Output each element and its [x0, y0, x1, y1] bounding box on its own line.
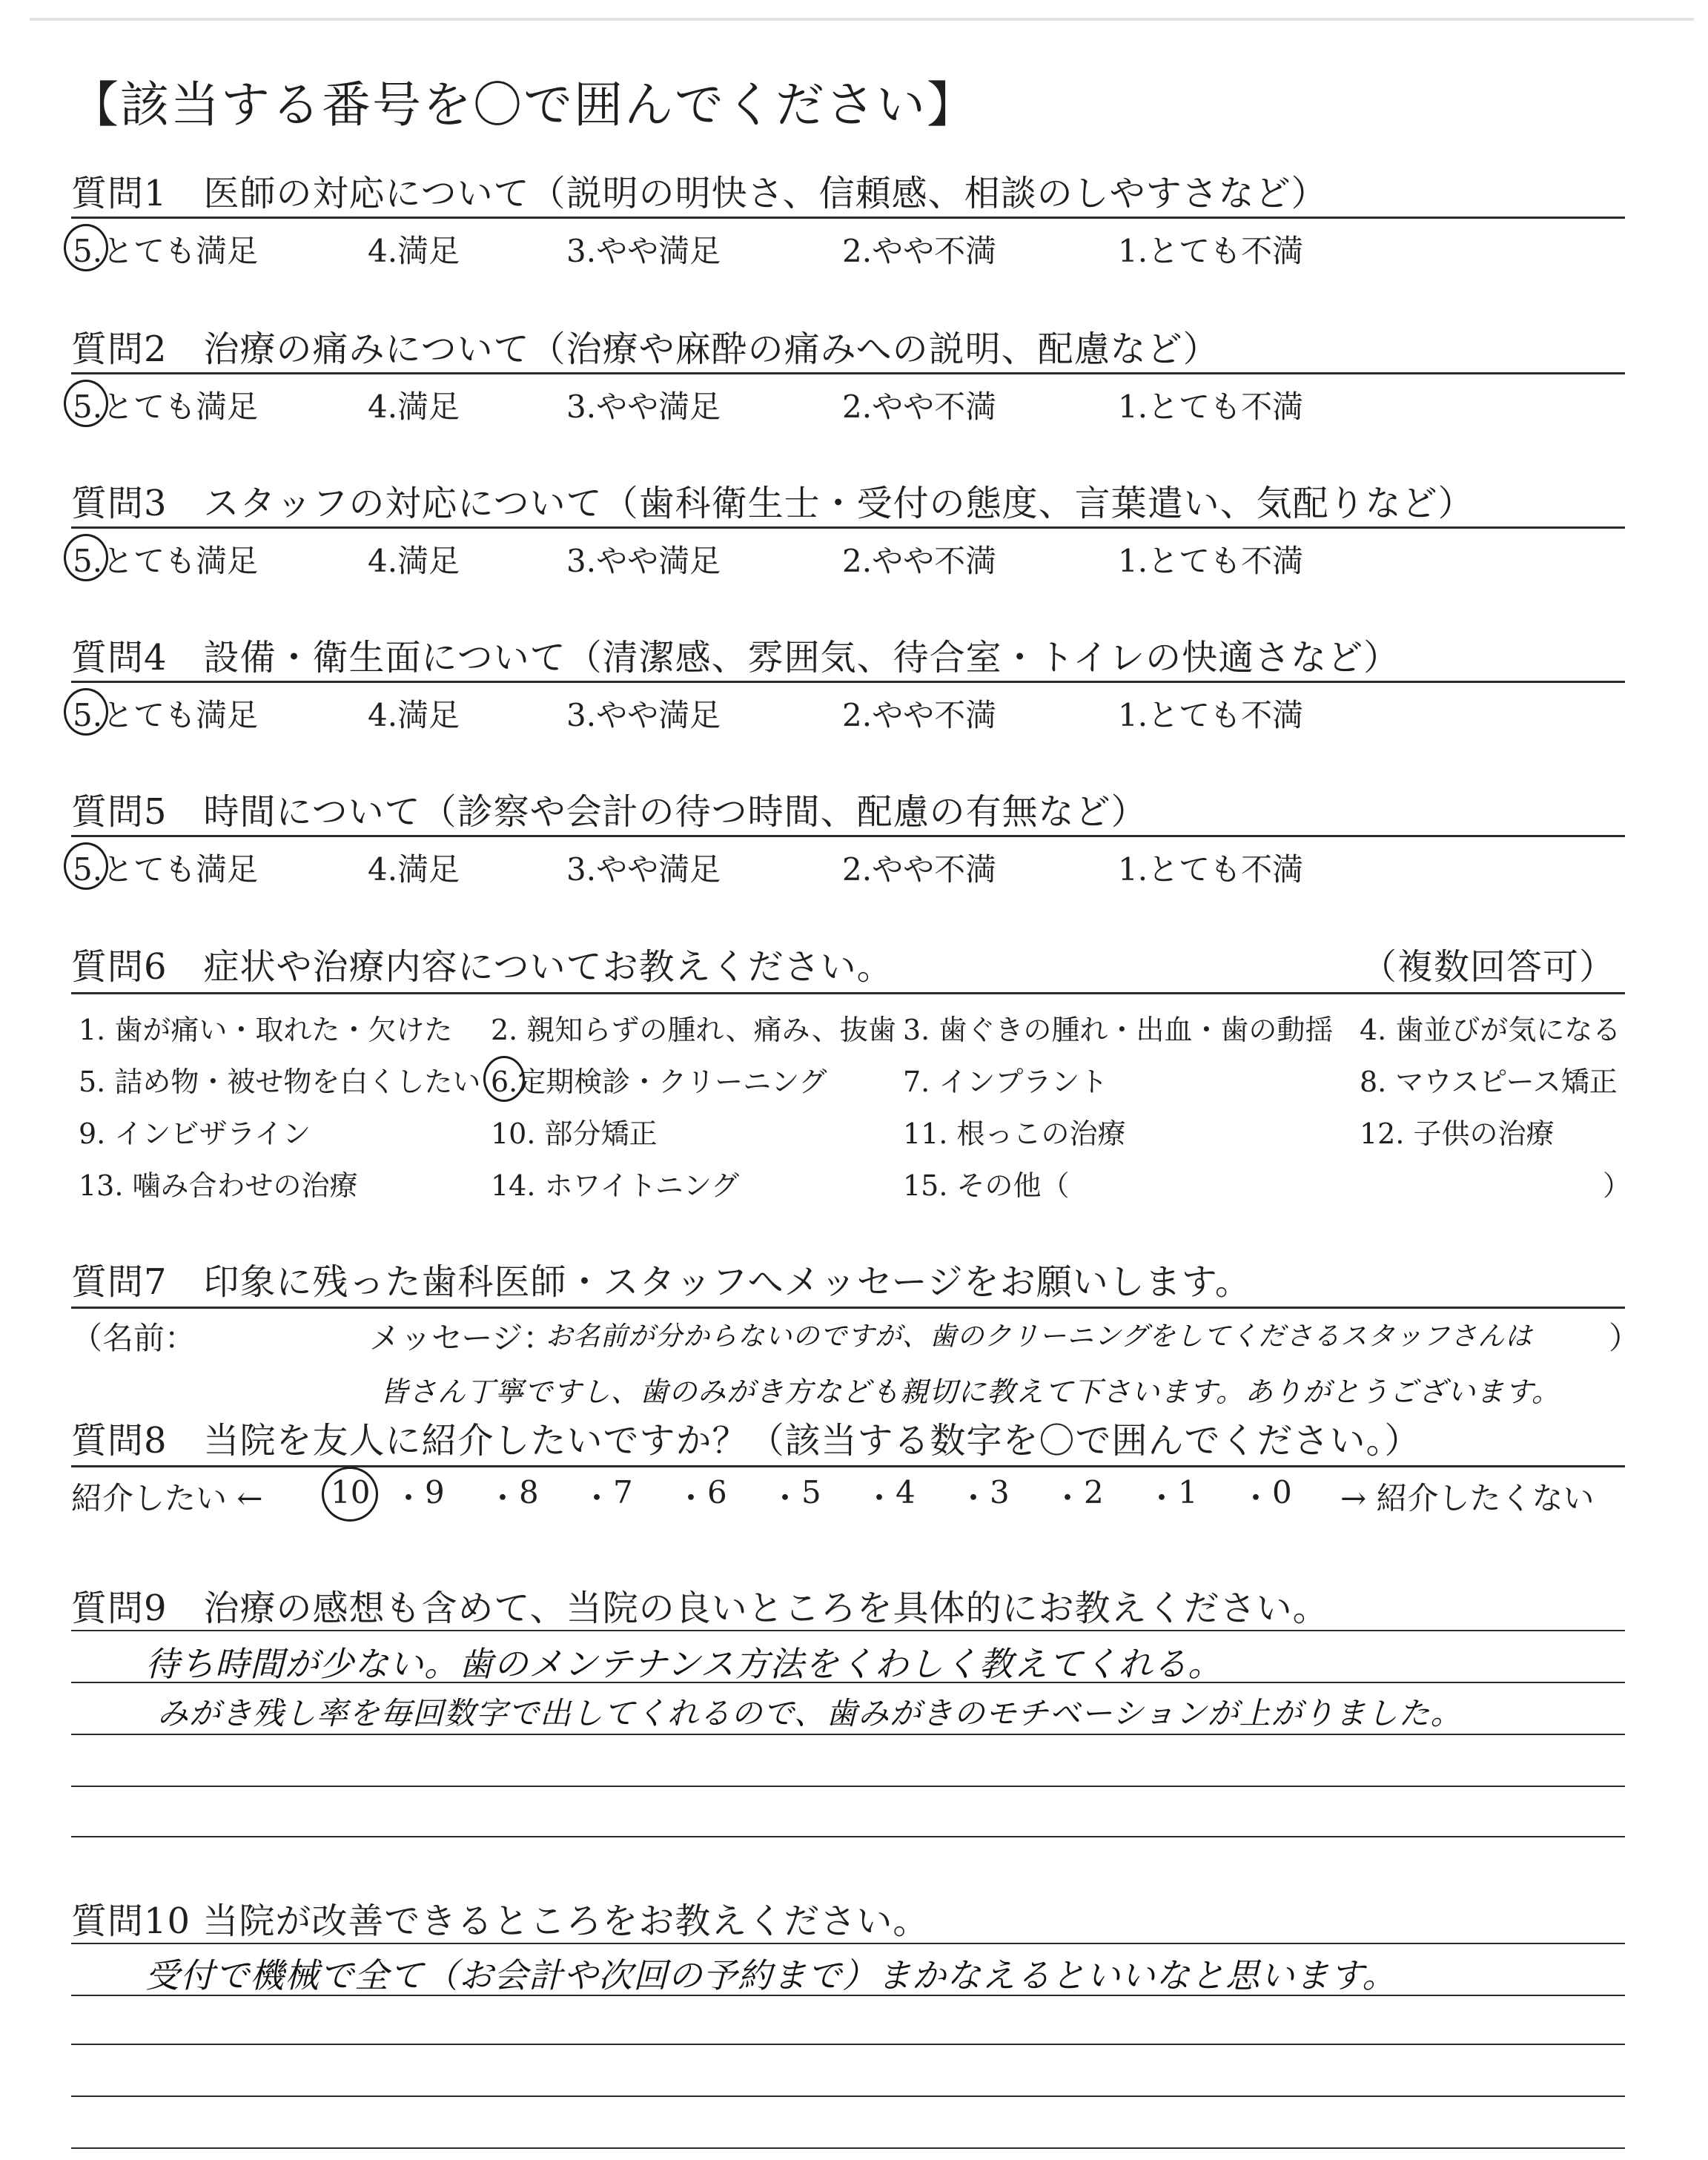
q7-message-line-1: お名前が分からないのですが、歯のクリーニングをしてくださるスタッフさんは	[546, 1321, 1533, 1352]
q6-option-3[interactable]: 3. 歯ぐきの腫れ・出血・歯の動揺	[903, 1014, 1334, 1046]
q6-option-12[interactable]: 12. 子供の治療	[1360, 1117, 1555, 1150]
q6-option-2[interactable]: 2. 親知らずの腫れ、痛み、抜歯	[491, 1014, 896, 1046]
question-1-option-3[interactable]: 3.やや満足	[566, 233, 721, 269]
question-2-option-5[interactable]: 5.とても満足	[73, 389, 259, 425]
question-3-underline	[71, 526, 1625, 529]
question-4-option-1[interactable]: 1.とても不満	[1118, 697, 1304, 733]
q6-option-15[interactable]: 15. その他（	[903, 1169, 1070, 1202]
q6-option-10[interactable]: 10. 部分矯正	[491, 1117, 658, 1150]
top-border	[30, 18, 1694, 21]
q8-scale-8[interactable]: 8	[519, 1474, 539, 1510]
question-1-option-1[interactable]: 1.とても不満	[1118, 233, 1304, 269]
q8-underline	[71, 1465, 1625, 1467]
q8-scale-separator: ・	[393, 1480, 425, 1516]
q8-scale-4[interactable]: 4	[896, 1474, 916, 1510]
question-5-option-3[interactable]: 3.やや満足	[566, 851, 721, 888]
question-5-selected-circle	[64, 842, 108, 890]
question-3-option-3[interactable]: 3.やや満足	[566, 543, 721, 579]
question-4-option-3[interactable]: 3.やや満足	[566, 697, 721, 733]
q10-answer-line-1: 受付で機械で全て（お会計や次回の予約まで）まかなえるといいなと思います。	[145, 1955, 1397, 1995]
q10-answer-rule	[71, 2044, 1625, 2045]
question-5-title: 質問5 時間について（診察や会計の待つ時間、配慮の有無など）	[71, 791, 1148, 833]
q8-scale-separator: ・	[1240, 1480, 1272, 1516]
q6-option-1[interactable]: 1. 歯が痛い・取れた・欠けた	[79, 1014, 453, 1046]
q8-left-label: 紹介したい ←	[71, 1480, 263, 1516]
question-3-title: 質問3 スタッフの対応について（歯科衛生士・受付の態度、言葉遣い、気配りなど）	[71, 483, 1474, 524]
q8-scale-separator: ・	[769, 1480, 801, 1516]
question-3-option-1[interactable]: 1.とても不満	[1118, 543, 1304, 579]
question-5-option-5[interactable]: 5.とても満足	[73, 851, 259, 888]
q8-right-label: → 紹介したくない	[1340, 1480, 1595, 1516]
q10-answer-rule	[71, 2095, 1625, 2097]
q8-scale-0[interactable]: 0	[1272, 1474, 1292, 1510]
question-1-option-5[interactable]: 5.とても満足	[73, 233, 259, 269]
q8-scale-7[interactable]: 7	[613, 1474, 633, 1510]
question-2-option-4[interactable]: 4.満足	[368, 389, 460, 425]
q10-answer-rule	[71, 1943, 1625, 1944]
question-3-option-5[interactable]: 5.とても満足	[73, 543, 259, 579]
question-1-option-4[interactable]: 4.満足	[368, 233, 460, 269]
question-2-option-2[interactable]: 2.やや不満	[842, 389, 997, 425]
question-2-title: 質問2 治療の痛みについて（治療や麻酔の痛みへの説明、配慮など）	[71, 328, 1219, 370]
question-5-option-1[interactable]: 1.とても不満	[1118, 851, 1304, 888]
q9-answer-rule	[71, 1786, 1625, 1787]
q8-scale-10[interactable]: 10	[331, 1474, 371, 1510]
question-3-option-2[interactable]: 2.やや不満	[842, 543, 997, 579]
q9-answer-rule	[71, 1734, 1625, 1735]
question-1-selected-circle	[64, 224, 108, 271]
q8-scale-separator: ・	[864, 1480, 896, 1516]
question-4-option-5[interactable]: 5.とても満足	[73, 697, 259, 733]
q8-scale-1[interactable]: 1	[1178, 1474, 1198, 1510]
question-5-option-2[interactable]: 2.やや不満	[842, 851, 997, 888]
question-4-option-2[interactable]: 2.やや不満	[842, 697, 997, 733]
q6-option-5[interactable]: 5. 詰め物・被せ物を白くしたい	[79, 1066, 481, 1098]
question-3-selected-circle	[64, 534, 108, 581]
q9-answer-line-2: みがき残し率を毎回数字で出してくれるので、歯みがきのモチベーションが上がりました。	[157, 1695, 1463, 1731]
question-2-selected-circle	[64, 380, 108, 427]
q8-scale-3[interactable]: 3	[990, 1474, 1010, 1510]
page-header: 【該当する番号を〇で囲んでください】	[70, 76, 977, 133]
question-1-title: 質問1 医師の対応について（説明の明快さ、信頼感、相談のしやすさなど）	[71, 173, 1328, 214]
q9-answer-rule	[71, 1836, 1625, 1837]
q6-option-4[interactable]: 4. 歯並びが気になる	[1360, 1014, 1621, 1046]
q8-scale-9[interactable]: 9	[425, 1474, 445, 1510]
q7-message-line-2: 皆さん丁寧ですし、歯のみがき方なども親切に教えて下さいます。ありがとうございます。	[380, 1375, 1560, 1408]
q8-scale-6[interactable]: 6	[707, 1474, 727, 1510]
question-5-underline	[71, 835, 1625, 837]
q8-scale-separator: ・	[958, 1480, 990, 1516]
q8-title: 質問8 当院を友人に紹介したいですか？（該当する数字を〇で囲んでください。）	[71, 1420, 1421, 1462]
q6-option-16[interactable]: ）	[1603, 1169, 1632, 1202]
q7-underline	[71, 1307, 1625, 1309]
q6-option-13[interactable]: 13. 噛み合わせの治療	[79, 1169, 358, 1202]
q6-underline	[71, 992, 1625, 994]
question-1-option-2[interactable]: 2.やや不満	[842, 233, 997, 269]
q10-answer-rule	[71, 2147, 1625, 2149]
q8-scale-separator: ・	[1146, 1480, 1178, 1516]
q8-scale-2[interactable]: 2	[1084, 1474, 1104, 1510]
q7-message-label: メッセージ：	[369, 1320, 555, 1356]
q6-option-11[interactable]: 11. 根っこの治療	[903, 1117, 1126, 1150]
question-2-underline	[71, 372, 1625, 374]
q6-option-14[interactable]: 14. ホワイトニング	[491, 1169, 740, 1202]
question-3-option-4[interactable]: 4.満足	[368, 543, 460, 579]
q7-title: 質問7 印象に残った歯科医師・スタッフへメッセージをお願いします。	[71, 1261, 1251, 1303]
q9-title: 質問9 治療の感想も含めて、当院の良いところを具体的にお教えください。	[71, 1588, 1329, 1629]
q7-close-paren: ）	[1609, 1320, 1641, 1356]
question-4-title: 質問4 設備・衛生面について（清潔感、雰囲気、待合室・トイレの快適さなど）	[71, 637, 1400, 678]
question-5-option-4[interactable]: 4.満足	[368, 851, 460, 888]
q8-scale-separator: ・	[1052, 1480, 1084, 1516]
q8-selected-circle	[322, 1467, 378, 1522]
q7-name-label: （名前：	[71, 1320, 196, 1356]
q8-scale-separator: ・	[581, 1480, 613, 1516]
q9-answer-line-1: 待ち時間が少ない。歯のメンテナンス方法をくわしく教えてくれる。	[145, 1644, 1223, 1684]
question-1-underline	[71, 217, 1625, 219]
q10-title: 質問10 当院が改善できるところをお教えください。	[71, 1900, 930, 1942]
q6-option-8[interactable]: 8. マウスピース矯正	[1360, 1066, 1618, 1098]
question-2-option-3[interactable]: 3.やや満足	[566, 389, 721, 425]
q6-option-6[interactable]: 6.定期検診・クリーニング	[491, 1066, 827, 1098]
q8-scale-separator: ・	[675, 1480, 707, 1516]
question-2-option-1[interactable]: 1.とても不満	[1118, 389, 1304, 425]
q6-option-9[interactable]: 9. インビザライン	[79, 1117, 311, 1150]
q6-selected-circle	[483, 1056, 525, 1102]
q8-scale-5[interactable]: 5	[801, 1474, 821, 1510]
q8-scale-separator: ・	[487, 1480, 519, 1516]
q6-option-7[interactable]: 7. インプラント	[903, 1066, 1108, 1098]
question-4-option-4[interactable]: 4.満足	[368, 697, 460, 733]
question-4-selected-circle	[64, 688, 108, 736]
question-4-underline	[71, 681, 1625, 683]
q6-multi-answer-note: （複数回答可）	[1361, 946, 1616, 988]
q6-title: 質問6 症状や治療内容についてお教えください。	[71, 946, 893, 988]
q9-answer-rule	[71, 1630, 1625, 1631]
